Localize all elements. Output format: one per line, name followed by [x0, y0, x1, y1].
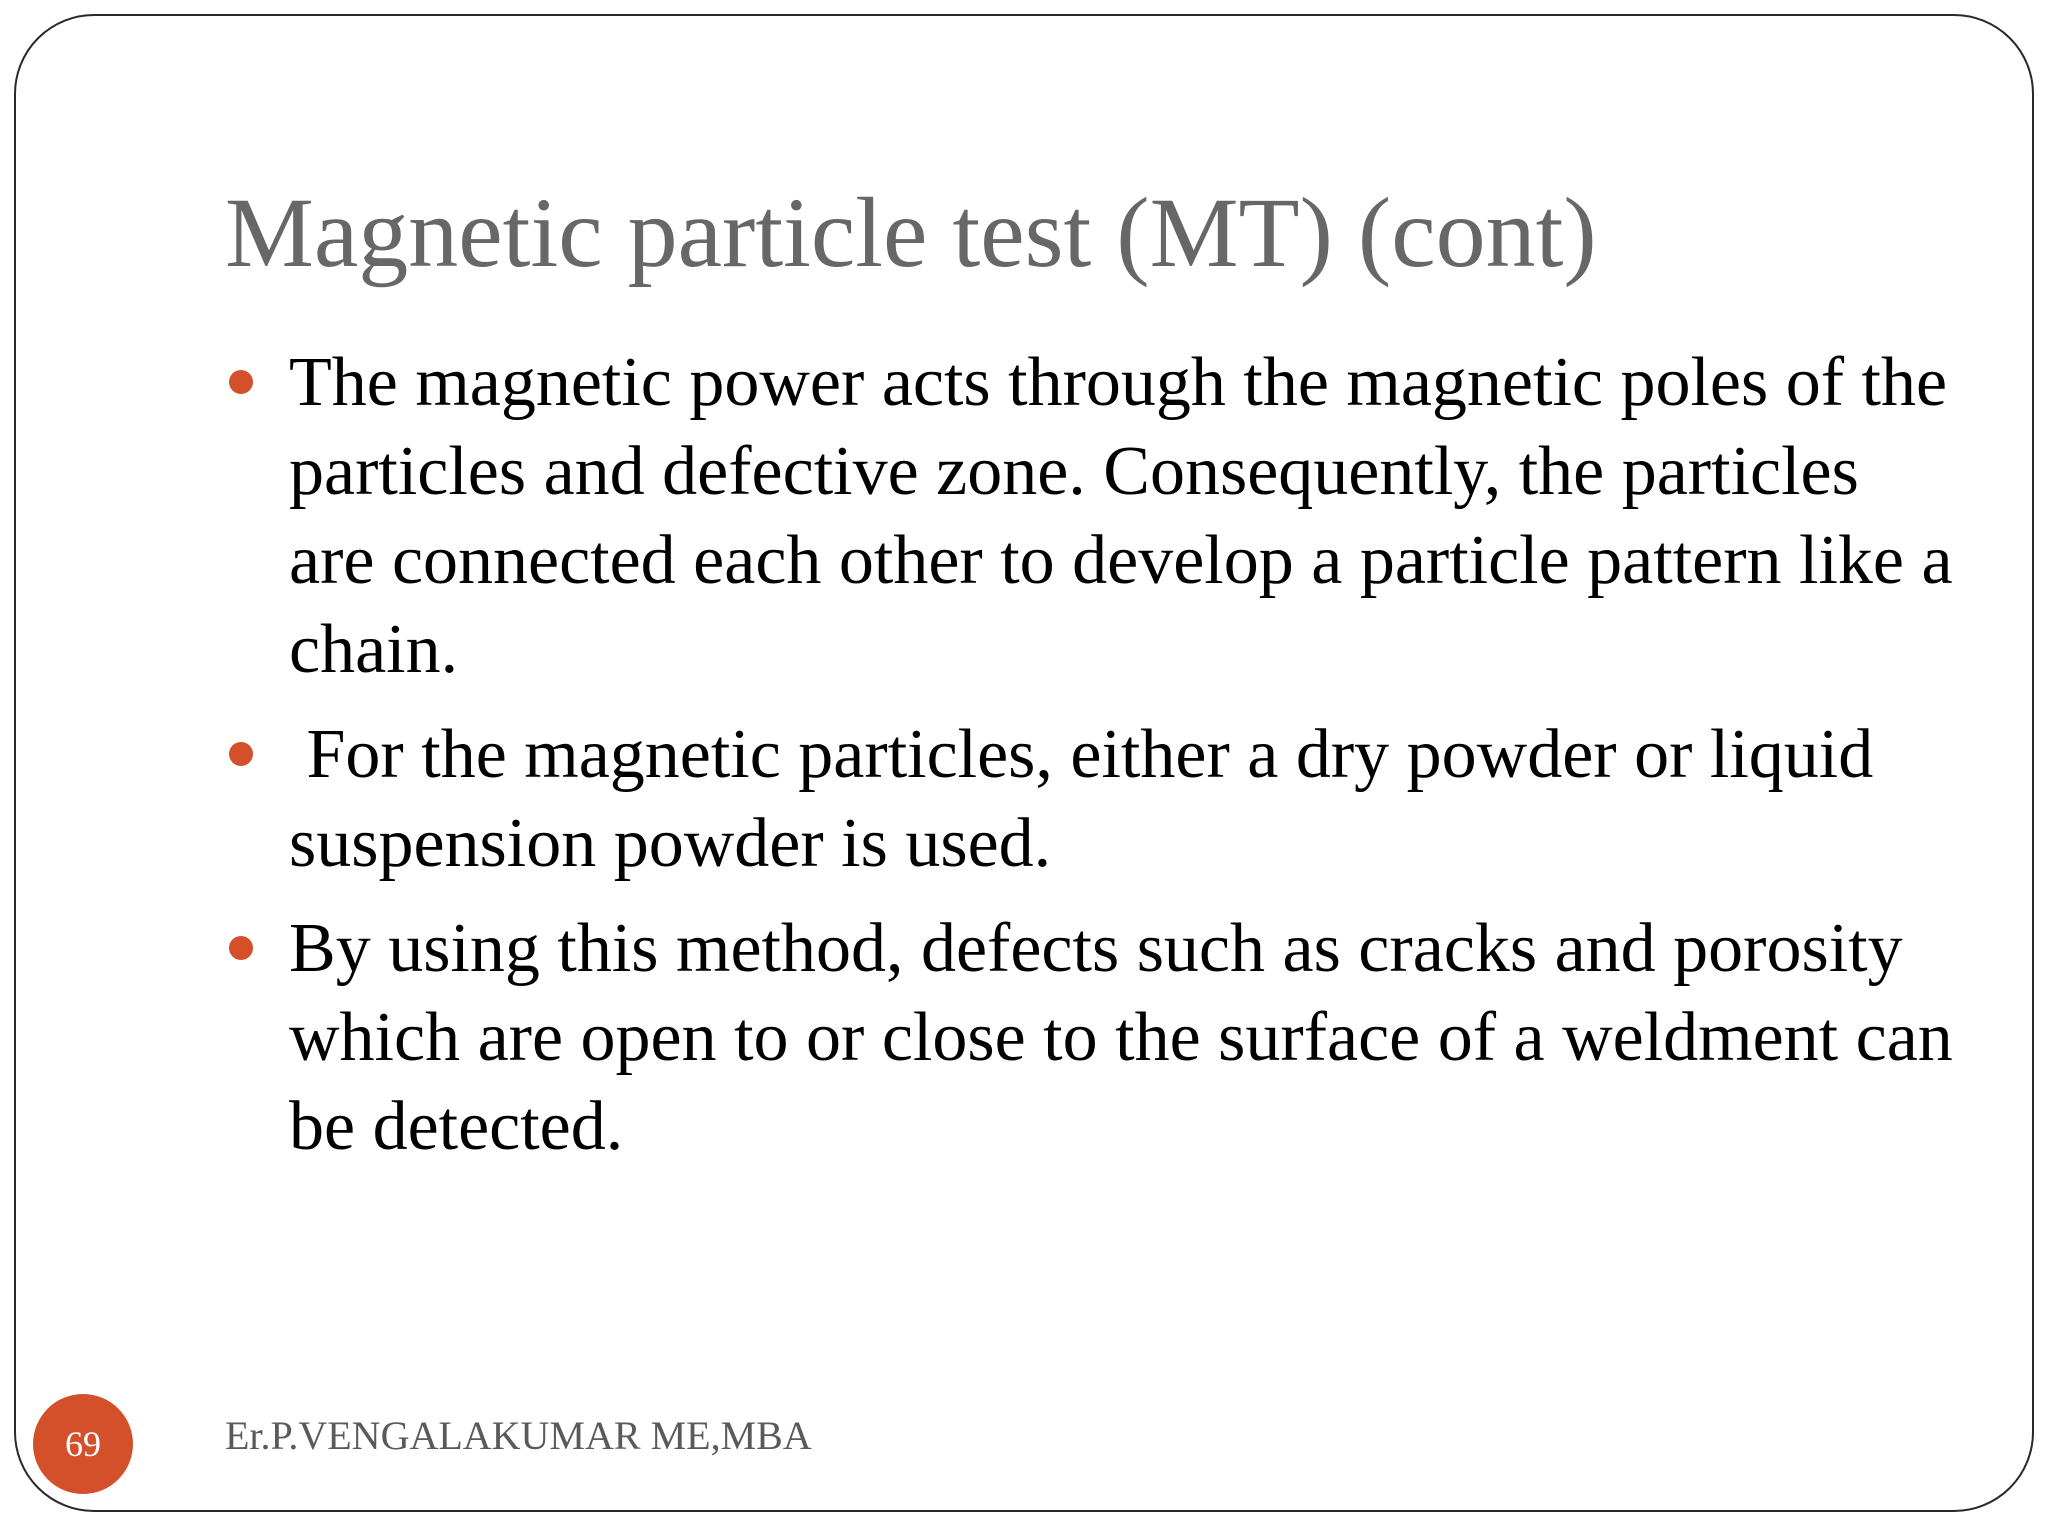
- bullet-dot-icon: [229, 370, 253, 394]
- bullet-text: For the magnetic particles, either a dry powder or liquid suspension powder is used.: [289, 716, 1891, 882]
- bullet-dot-icon: [229, 742, 253, 766]
- bullet-text: By using this method, defects such as cracks and porosity which are open to or close to the surface of a weldment can be detected.: [289, 910, 1953, 1165]
- slide-footer-author: Er.P.VENGALAKUMAR ME,MBA: [225, 1413, 812, 1458]
- bullet-list: [225, 338, 1955, 1187]
- slide-number-badge: [33, 1394, 133, 1494]
- list-item: [225, 904, 1955, 1171]
- list-item: [225, 710, 1955, 888]
- bullet-text: The magnetic power acts through the magnetic poles of the particles and defective zone. Consequently, the particles are connected each other to develop a particle pattern like a chain.: [289, 344, 1953, 688]
- slide-title: Magnetic particle test (MT) (cont): [225, 177, 1597, 288]
- slide-number: 69: [65, 1424, 101, 1464]
- bullet-dot-icon: [229, 936, 253, 960]
- list-item: [225, 338, 1955, 694]
